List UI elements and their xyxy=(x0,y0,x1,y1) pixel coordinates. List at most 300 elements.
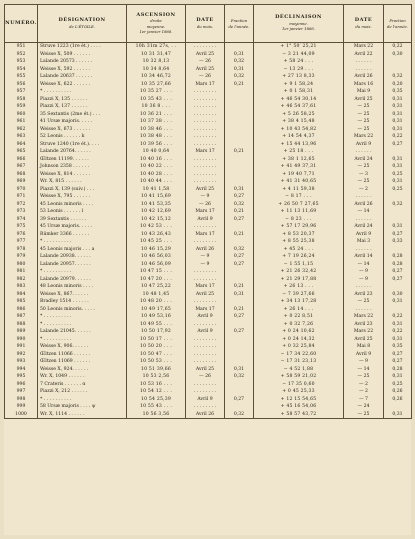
star-designation: Œltzen 11066 . . . . . . xyxy=(38,351,127,359)
table-row xyxy=(5,178,412,186)
ra-date: Avril 25 xyxy=(186,51,225,59)
declination: + 38 1 12,65 xyxy=(254,156,344,164)
ra-date: . . . . . . . . xyxy=(186,298,225,306)
table-row xyxy=(5,111,412,119)
ra-fraction: 0,32 xyxy=(225,73,254,81)
header-numero: NUMÉRO. xyxy=(5,5,38,43)
right-ascension: 10 50 47 . . . xyxy=(127,351,186,359)
ra-date: . . . . . . . . xyxy=(186,358,225,366)
catalogue-page xyxy=(4,4,411,535)
star-number: 985 xyxy=(5,298,38,306)
star-designation: 35 Sextantis (2me ét.) . . . xyxy=(38,111,127,119)
right-ascension: 10 37 38 . . . xyxy=(127,118,186,126)
star-number: 988 xyxy=(5,321,38,329)
dec-date: — 25 xyxy=(344,178,384,186)
ra-date: Mars 17 xyxy=(186,306,225,314)
right-ascension: 10 46 56,03 xyxy=(127,253,186,261)
ra-fraction xyxy=(225,141,254,149)
right-ascension: 10 49 55 . . . xyxy=(127,321,186,329)
dec-date: Mai 9 xyxy=(344,88,384,96)
dec-date: — 2 xyxy=(344,381,384,389)
table-row xyxy=(5,208,412,216)
star-designation: Weisse X, 673 . . . . . . xyxy=(38,126,127,134)
dec-date: Avril 23 xyxy=(344,321,384,329)
right-ascension: 10 40 22 . . . xyxy=(127,163,186,171)
star-number: 997 xyxy=(5,388,38,396)
dec-date: — 25 xyxy=(344,411,384,419)
ra-fraction: 0,31 xyxy=(225,291,254,299)
star-designation: 58 Ursæ majoris . . . . ψ xyxy=(38,403,127,411)
right-ascension: 10 31 31,47 xyxy=(127,51,186,59)
right-ascension: 10 40 16 . . . xyxy=(127,156,186,164)
dec-fraction: 0,22 xyxy=(384,43,412,51)
table-row xyxy=(5,298,412,306)
star-designation: Lalande 21045. . . . . . xyxy=(38,328,127,336)
dec-date: — 9 xyxy=(344,268,384,276)
ra-fraction xyxy=(225,163,254,171)
ra-fraction: 0,21 xyxy=(225,306,254,314)
dec-fraction: 0,31 xyxy=(384,223,412,231)
table-row xyxy=(5,103,412,111)
star-designation: Johnson 2358 . . . . . . xyxy=(38,163,127,171)
dec-date: Avril 24 xyxy=(344,223,384,231)
header-date-1: DATE du mois. xyxy=(186,5,225,43)
star-number: 962 xyxy=(5,126,38,134)
ra-date: . . . . . . . . xyxy=(186,126,225,134)
dec-date: — 2 xyxy=(344,388,384,396)
star-number: 995 xyxy=(5,373,38,381)
star-designation: Weisse X, 906. . . . . . xyxy=(38,343,127,351)
dec-fraction xyxy=(384,66,412,74)
declination: − 7 39 27,66 xyxy=(254,291,344,299)
right-ascension: 10 32 8,13 xyxy=(127,58,186,66)
declination: + 46 54 37,61 xyxy=(254,103,344,111)
ra-fraction xyxy=(225,351,254,359)
star-number: 992 xyxy=(5,351,38,359)
declination: + 10 43 54,82 xyxy=(254,126,344,134)
star-number: 975 xyxy=(5,223,38,231)
dec-date: — 25 xyxy=(344,373,384,381)
ra-fraction xyxy=(225,336,254,344)
ra-fraction xyxy=(225,43,254,51)
declination: + 58 57 43,72 xyxy=(254,411,344,419)
dec-date: — 9 xyxy=(344,358,384,366)
star-number: 952 xyxy=(5,51,38,59)
dec-fraction: 0,20 xyxy=(384,81,412,89)
ra-fraction xyxy=(225,133,254,141)
star-designation: Lalande 20573 . . . . . . xyxy=(38,58,127,66)
dec-fraction: 0,31 xyxy=(384,178,412,186)
star-number: 966 xyxy=(5,156,38,164)
star-number: 983 xyxy=(5,283,38,291)
declination: − 3 21 44,09 xyxy=(254,51,344,59)
dec-fraction: 0,27 xyxy=(384,141,412,149)
dec-fraction: 0,31 xyxy=(384,373,412,381)
dec-date: — 14 xyxy=(344,366,384,374)
declination: + 0 24 14,32 xyxy=(254,336,344,344)
star-number: 969 xyxy=(5,178,38,186)
ra-date: Avril 26 xyxy=(186,411,225,419)
dec-fraction xyxy=(384,246,412,254)
star-designation: Piazzi X, 137 . . . . . . xyxy=(38,103,127,111)
ra-date: Avril 9 xyxy=(186,216,225,224)
star-designation: 48 Leonis minoris . . . . xyxy=(38,283,127,291)
declination: + 0 22 8,51 xyxy=(254,313,344,321)
declination: + 12 15 54,65 xyxy=(254,396,344,404)
dec-fraction: 0,25 xyxy=(384,381,412,389)
right-ascension: 10 42 15,12 xyxy=(127,216,186,224)
table-row xyxy=(5,328,412,336)
star-designation: 52 Leonis . . . . . . k xyxy=(38,133,127,141)
ra-date: . . . . . . . . xyxy=(186,163,225,171)
right-ascension: 10 56 3,56 xyxy=(127,411,186,419)
ra-fraction xyxy=(225,111,254,119)
dec-fraction: 0,31 xyxy=(384,111,412,119)
declination: − 13 29 . . . xyxy=(254,66,344,74)
ra-fraction xyxy=(225,358,254,366)
table-row xyxy=(5,321,412,329)
dec-date: — 25 xyxy=(344,126,384,134)
table-row xyxy=(5,216,412,224)
dec-fraction: 0,32 xyxy=(384,73,412,81)
ra-date: . . . . . . . . xyxy=(186,88,225,96)
star-number: 963 xyxy=(5,133,38,141)
dec-date: . . . . . . xyxy=(344,283,384,291)
dec-date: Avril 14 xyxy=(344,253,384,261)
table-row xyxy=(5,381,412,389)
dec-date: — 3 xyxy=(344,171,384,179)
ra-date: Avril 26 xyxy=(186,246,225,254)
dec-fraction: 0,31 xyxy=(384,118,412,126)
table-row xyxy=(5,313,412,321)
dec-fraction: 0,30 xyxy=(384,51,412,59)
right-ascension: 10 49 17,65 xyxy=(127,306,186,314)
right-ascension: 10 50 17 . . . xyxy=(127,336,186,344)
table-row xyxy=(5,366,412,374)
dec-fraction xyxy=(384,403,412,411)
ra-fraction xyxy=(225,276,254,284)
table-row xyxy=(5,283,412,291)
table-row xyxy=(5,148,412,156)
catalogue-body xyxy=(5,43,412,419)
table-row xyxy=(5,343,412,351)
declination: + 0 1 58,31 xyxy=(254,88,344,96)
ra-date: Mars 17 xyxy=(186,231,225,239)
right-ascension: 10 47 25,22 xyxy=(127,283,186,291)
header-date-2: DATE du mois. xyxy=(344,5,384,43)
dec-date: — 25 xyxy=(344,298,384,306)
table-row xyxy=(5,141,412,149)
ra-fraction: 0,27 xyxy=(225,193,254,201)
right-ascension: 10 36 21 . . . xyxy=(127,111,186,119)
star-designation: Wr. X, 1114 . . . . . . xyxy=(38,411,127,419)
declination: + 27 13 8,33 xyxy=(254,73,344,81)
star-number: 982 xyxy=(5,276,38,284)
star-designation: Wr. X, 815 . . . . . . xyxy=(38,178,127,186)
ra-date: . . . . . . . . xyxy=(186,268,225,276)
table-row xyxy=(5,223,412,231)
table-row xyxy=(5,373,412,381)
declination: + 1° 50′ 25,21 xyxy=(254,43,344,51)
star-designation: 39 Sextantis . . . . . . xyxy=(38,216,127,224)
ra-date: . . . . . . . . xyxy=(186,141,225,149)
star-number: 991 xyxy=(5,343,38,351)
dec-fraction: 0,28 xyxy=(384,253,412,261)
dec-fraction: 0,26 xyxy=(384,396,412,404)
ra-date: — 26 xyxy=(186,73,225,81)
ra-date: — 26 xyxy=(186,201,225,209)
dec-fraction: 0,31 xyxy=(384,298,412,306)
table-row xyxy=(5,403,412,411)
dec-fraction: 0,31 xyxy=(384,163,412,171)
star-designation: 45 Ursæ majoris. . . . . xyxy=(38,223,127,231)
right-ascension: 10 45 25 . . . xyxy=(127,238,186,246)
table-row xyxy=(5,193,412,201)
dec-date: Avril 22 xyxy=(344,51,384,59)
star-designation: Bradley 1514 . . . . . . xyxy=(38,298,127,306)
star-designation: 50 Leonis minoris. . . . . xyxy=(38,306,127,314)
right-ascension: 10 50 17,92 xyxy=(127,328,186,336)
table-row xyxy=(5,261,412,269)
table-row xyxy=(5,126,412,134)
header-row xyxy=(5,5,412,43)
star-designation: 7 Crateris . . . . . . α xyxy=(38,381,127,389)
star-number: 999 xyxy=(5,403,38,411)
star-number: 964 xyxy=(5,141,38,149)
declination: + 26 13 . . . xyxy=(254,283,344,291)
dec-date: Mai 8 xyxy=(344,343,384,351)
ra-fraction xyxy=(225,321,254,329)
star-designation: Weisse X, 867. . . . . . xyxy=(38,291,127,299)
right-ascension: 10 50 53 . . . xyxy=(127,358,186,366)
dec-date: Avril 9 xyxy=(344,231,384,239)
declination: + 8 53 20,37 xyxy=(254,231,344,239)
ra-date: Avril 25 xyxy=(186,366,225,374)
ra-date: Avril 25 xyxy=(186,186,225,194)
table-row xyxy=(5,238,412,246)
star-number: 987 xyxy=(5,313,38,321)
dec-date: . . . . . . xyxy=(344,193,384,201)
right-ascension: 10 47 15 . . . xyxy=(127,268,186,276)
dec-fraction: 0,27 xyxy=(384,231,412,239)
star-designation: * . . . . . . . . . . xyxy=(38,313,127,321)
dec-fraction xyxy=(384,58,412,66)
table-row xyxy=(5,306,412,314)
star-number: 957 xyxy=(5,88,38,96)
ra-date: . . . . . . . . xyxy=(186,43,225,51)
table-row xyxy=(5,51,412,59)
declination: + 15 44 13,96 xyxy=(254,141,344,149)
table-row xyxy=(5,66,412,74)
table-row xyxy=(5,253,412,261)
star-designation: Piazzi X, 212 . . . . . . xyxy=(38,388,127,396)
right-ascension: 10 38 46 . . . xyxy=(127,126,186,134)
star-number: 961 xyxy=(5,118,38,126)
star-designation: Lalande 20764. . . . . . xyxy=(38,148,127,156)
star-number: 973 xyxy=(5,208,38,216)
table-row xyxy=(5,388,412,396)
star-number: 955 xyxy=(5,73,38,81)
dec-date: — 25 xyxy=(344,103,384,111)
dec-fraction: 0,22 xyxy=(384,313,412,321)
declination: + 21 29 17,88 xyxy=(254,276,344,284)
dec-fraction: 0,27 xyxy=(384,268,412,276)
dec-date: — 14 xyxy=(344,208,384,216)
ra-date: . . . . . . . . xyxy=(186,351,225,359)
declination: − 4 52 1,88 xyxy=(254,366,344,374)
declination: + 4 11 59,38 xyxy=(254,186,344,194)
star-number: 994 xyxy=(5,366,38,374)
dec-date: . . . . . . xyxy=(344,246,384,254)
declination: − 17 34 22,60 xyxy=(254,351,344,359)
ra-date: Mars 17 xyxy=(186,148,225,156)
star-number: 954 xyxy=(5,66,38,74)
declination: + 19 40 7,71 xyxy=(254,171,344,179)
ra-date: . . . . . . . . xyxy=(186,276,225,284)
star-designation: Rümker 3366 . . . . . . xyxy=(38,231,127,239)
table-row xyxy=(5,118,412,126)
ra-fraction: 0,27 xyxy=(225,328,254,336)
ra-fraction xyxy=(225,126,254,134)
dec-date: Avril 9 xyxy=(344,141,384,149)
declination: − 17 31 23,13 xyxy=(254,358,344,366)
declination: + 26 14 . . . xyxy=(254,306,344,314)
ra-date: . . . . . . . . xyxy=(186,321,225,329)
right-ascension: 10 48 1,45 xyxy=(127,291,186,299)
declination: + 0 32 7,26 xyxy=(254,321,344,329)
declination: + 0 32 25,84 xyxy=(254,343,344,351)
table-row xyxy=(5,201,412,209)
dec-date: . . . . . . xyxy=(344,148,384,156)
dec-fraction: 0,31 xyxy=(384,336,412,344)
declination: + 41 31 40,65 xyxy=(254,178,344,186)
table-row xyxy=(5,163,412,171)
dec-fraction: 0,27 xyxy=(384,358,412,366)
star-number: 978 xyxy=(5,246,38,254)
dec-date: Avril 9 xyxy=(344,351,384,359)
table-row xyxy=(5,88,412,96)
dec-fraction: 0,35 xyxy=(384,343,412,351)
ra-fraction: 0,21 xyxy=(225,283,254,291)
ra-date: Avril 25 xyxy=(186,291,225,299)
dec-fraction: 0,31 xyxy=(384,321,412,329)
header-fraction-1: Fraction de l'année. xyxy=(225,5,254,43)
dec-fraction xyxy=(384,283,412,291)
dec-fraction: 0,22 xyxy=(384,133,412,141)
dec-fraction xyxy=(384,148,412,156)
ra-fraction: 0,21 xyxy=(225,81,254,89)
table-row xyxy=(5,186,412,194)
dec-date: Mars 22 xyxy=(344,133,384,141)
dec-fraction: 0,31 xyxy=(384,126,412,134)
ra-date: Avril 9 xyxy=(186,313,225,321)
star-number: 971 xyxy=(5,193,38,201)
star-designation: * . . . . . . . . . . xyxy=(38,336,127,344)
dec-date: Avril 25 xyxy=(344,96,384,104)
right-ascension: 10 34 46,72 xyxy=(127,73,186,81)
star-designation: Œltzen 11069 . . . . . . xyxy=(38,358,127,366)
dec-date: Mars 16 xyxy=(344,81,384,89)
star-designation: Lalande 20637 . . . . . . xyxy=(38,73,127,81)
right-ascension: 10 35 43 . . . xyxy=(127,96,186,104)
ra-date: Avril 9 xyxy=(186,328,225,336)
star-number: 960 xyxy=(5,111,38,119)
dec-fraction: 0,31 xyxy=(384,156,412,164)
declination: + 46 54 30,14 xyxy=(254,96,344,104)
right-ascension: 10 36 8 . . . xyxy=(127,103,186,111)
table-row xyxy=(5,231,412,239)
right-ascension: 10h 31m 27s, . . xyxy=(127,43,186,51)
dec-fraction xyxy=(384,208,412,216)
table-row xyxy=(5,268,412,276)
star-number: 984 xyxy=(5,291,38,299)
ra-fraction: 0,21 xyxy=(225,208,254,216)
dec-fraction: 0,22 xyxy=(384,328,412,336)
star-number: 968 xyxy=(5,171,38,179)
dec-date: — 14 xyxy=(344,261,384,269)
dec-date: — 7 xyxy=(344,396,384,404)
ra-fraction: 0,32 xyxy=(225,373,254,381)
ra-fraction xyxy=(225,238,254,246)
ra-date: . . . . . . . . xyxy=(186,403,225,411)
ra-fraction: 0,27 xyxy=(225,216,254,224)
star-designation: Weisse X, 622 . . . . . . xyxy=(38,81,127,89)
dec-date: — 25 xyxy=(344,163,384,171)
star-number: 956 xyxy=(5,81,38,89)
ra-fraction: 0,31 xyxy=(225,66,254,74)
ra-date: . . . . . . . . xyxy=(186,178,225,186)
ra-date: . . . . . . . . xyxy=(186,381,225,389)
ra-fraction: 0,21 xyxy=(225,148,254,156)
dec-date: Avril 23 xyxy=(344,291,384,299)
ra-fraction xyxy=(225,403,254,411)
right-ascension: 10 48 20 . . . xyxy=(127,298,186,306)
ra-fraction xyxy=(225,118,254,126)
right-ascension: 10 39 56 . . . xyxy=(127,141,186,149)
star-designation: 41 Ursæ majoris. . . . . xyxy=(38,118,127,126)
ra-date: . . . . . . . . xyxy=(186,156,225,164)
dec-date: — 25 xyxy=(344,111,384,119)
table-row xyxy=(5,73,412,81)
dec-date: . . . . . . xyxy=(344,66,384,74)
ra-date: . . . . . . . . xyxy=(186,111,225,119)
ra-date: Avril 25 xyxy=(186,66,225,74)
ra-date: Avril 9 xyxy=(186,396,225,404)
ra-fraction: 0,31 xyxy=(225,366,254,374)
star-designation: Piazzi X, 135 . . . . . . xyxy=(38,96,127,104)
ra-fraction xyxy=(225,103,254,111)
declination: + 11 13 11,69 xyxy=(254,208,344,216)
star-designation: Piazzi X, 139 (suiv.) . . . xyxy=(38,186,127,194)
star-designation: Weisse X, 924. . . . . . xyxy=(38,366,127,374)
right-ascension: 10 40 0,64 xyxy=(127,148,186,156)
table-row xyxy=(5,246,412,254)
dec-fraction: 0,25 xyxy=(384,186,412,194)
right-ascension: 10 34 8,64 xyxy=(127,66,186,74)
star-number: 979 xyxy=(5,253,38,261)
declination: + 57 17 29,96 xyxy=(254,223,344,231)
star-designation: * . . . . . . . . . . xyxy=(38,268,127,276)
star-number: 990 xyxy=(5,336,38,344)
dec-fraction: 0,31 xyxy=(384,411,412,419)
dec-date: Mai 3 xyxy=(344,238,384,246)
star-designation: Lalande 20979. . . . . . xyxy=(38,276,127,284)
table-row xyxy=(5,291,412,299)
declination: + 38 4 15,48 xyxy=(254,118,344,126)
ra-fraction xyxy=(225,268,254,276)
ra-fraction: 0,27 xyxy=(225,313,254,321)
star-number: 993 xyxy=(5,358,38,366)
